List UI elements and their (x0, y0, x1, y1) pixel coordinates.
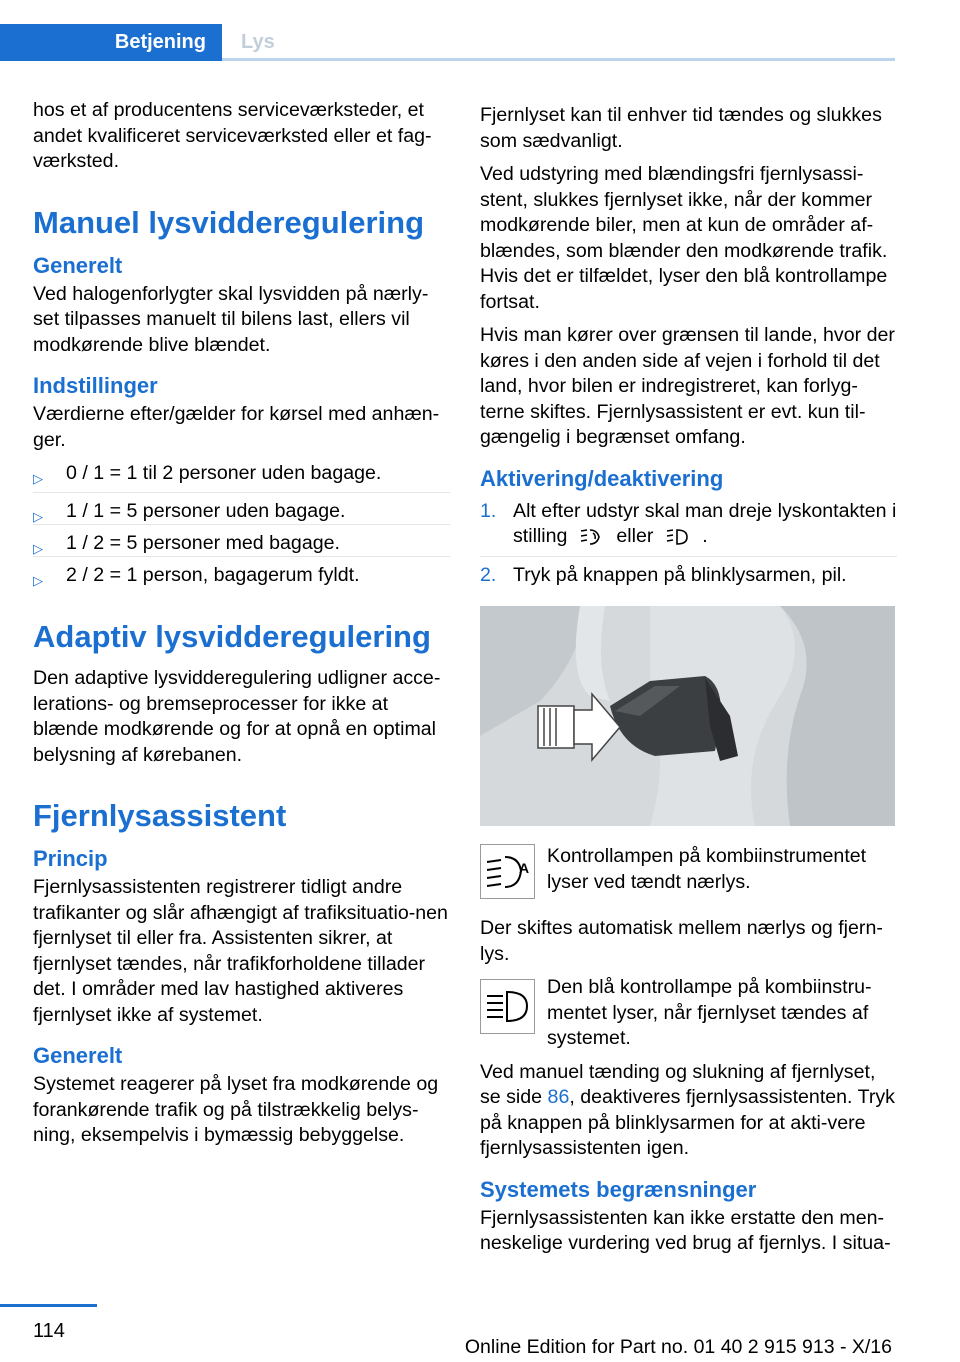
steps-list (480, 499, 897, 595)
low-beam-assist-indicator-icon (480, 844, 535, 899)
generelt-2-paragraph: Systemet reagerer på lyset fra modkørende og forankørende trafik og på tilstrækkelig belys-ning, eksempelvis i bymæssig bebyggelse. (33, 1073, 439, 1146)
tab-lys-label: Lys (241, 31, 275, 53)
edition-note: Online Edition for Part no. 01 40 2 915 913 - X/16 (464, 1336, 892, 1358)
footer-accent-line (0, 1304, 97, 1307)
heading-fjernlysassistent: Fjernlysassistent (33, 798, 287, 833)
generelt-paragraph: Ved halogenforlygter skal lysvidden på nærly-set tilpasses manuelt til bilens last, ellers vil modkørende blive blændet. (33, 282, 429, 356)
page-link-86[interactable]: 86 (547, 1086, 570, 1108)
triangle-bullet-icon: ▷ (33, 541, 43, 556)
right-paragraph-2: Ved udstyring med blændingsfri fjernlysassi-stent, slukkes fjernlyset ikke, når der kommer modkørende biler, men at kun de områder af-blændes, som blænder den modkørende trafik. Hvis det er tilfældet, lyser den blå kontrollampe fortsat. (480, 163, 888, 313)
list-item: ▷ 1 / 2 = 5 personer med bagage. (33, 525, 450, 557)
indstillinger-paragraph: Værdierne efter/gælder for kørsel med anhæn-ger. (33, 403, 440, 451)
right-paragraph-3: Hvis man kører over grænsen til lande, hvor der køres i den anden side af vejen i forhold til det land, hvor bilen er indregistreret, kan forlyg-terne skiftes. Fjernlysassistent er evt. kun til-gængelig i begrænset omfang. (480, 324, 895, 448)
adaptiv-paragraph: Den adaptive lysvidderegulering udligner acce-lerations- og bremseprocesser for ikke at blænde modkørende og for at opnå en optimal belysning af kørebanen. (33, 667, 441, 766)
page-number: 114 (33, 1320, 65, 1342)
right-column (480, 103, 897, 1265)
high-beam-indicator-text: Den blå kontrollampe på kombiinstru-mentet lyser, når fjernlyset tændes af systemet. (547, 976, 872, 1049)
low-beam-indicator-row (480, 844, 897, 908)
high-beam-indicator-row (480, 975, 897, 1052)
right-paragraph-5: Ved manuel tænding og slukning af fjernlyset, se side 86, deaktiveres fjernlysassistenten. Tryk på knappen på blinklysarmen for at akti-vere fjernlysassistenten igen. (480, 1060, 895, 1159)
low-beam-indicator-text: Kontrollampen på kombiinstrumentet lyser ved tændt nærlys. (547, 845, 867, 893)
high-beam-indicator-icon (480, 979, 535, 1034)
intro-paragraph: hos et af producentens serviceværksteder, et andet kvalificeret serviceværksted eller et fag-værksted. (33, 99, 432, 172)
step-number: 2. (480, 563, 497, 586)
low-beam-icon (665, 527, 691, 547)
subheading-systemets-begraensninger: Systemets begrænsninger (480, 1176, 757, 1202)
list-item: ▷ 1 / 1 = 5 personer uden bagage. (33, 493, 450, 525)
heading-adaptiv-lysvidderegulering: Adaptiv lysvidderegulering (33, 619, 431, 654)
stalk-illustration (480, 606, 895, 826)
step-number: 1. (480, 499, 497, 522)
left-column (33, 98, 450, 1157)
subheading-princip: Princip (33, 846, 108, 871)
list-item: ▷ 2 / 2 = 1 person, bagagerum fyldt. (33, 557, 450, 589)
tab-betjening-label: Betjening (114, 31, 206, 53)
parking-light-auto-icon (579, 527, 605, 547)
right-paragraph-6: Fjernlysassistenten kan ikke erstatte den men-neskelige vurdering ved brug af fjernlys. I situa- (480, 1206, 891, 1254)
step-item: 1. Alt efter udstyr skal man dreje lyskontakten i stilling eller . (480, 499, 897, 557)
list-item: ▷ 0 / 1 = 1 til 2 personer uden bagage. (33, 461, 450, 493)
triangle-bullet-icon: ▷ (33, 471, 43, 486)
subheading-generelt: Generelt (33, 252, 123, 278)
tab-lys[interactable] (222, 24, 895, 61)
right-paragraph-4: Der skiftes automatisk mellem nærlys og fjern-lys. (480, 917, 883, 965)
heading-manuel-lysvidderegulering: Manuel lysvidderegulering (33, 204, 425, 240)
triangle-bullet-icon: ▷ (33, 573, 43, 588)
settings-list (33, 461, 450, 589)
right-paragraph-1: Fjernlyset kan til enhver tid tændes og slukkes som sædvanligt. (480, 104, 882, 152)
svg-text:A: A (519, 860, 530, 876)
subheading-generelt-2: Generelt (33, 1043, 123, 1068)
subheading-aktivering: Aktivering/deaktivering (480, 465, 724, 491)
stalk-button-photo (480, 606, 895, 826)
triangle-bullet-icon: ▷ (33, 509, 43, 524)
tab-betjening[interactable] (0, 24, 222, 61)
step-item: 2. Tryk på knappen på blinklysarmen, pil. (480, 563, 897, 595)
header-bar (0, 24, 895, 61)
princip-paragraph: Fjernlysassistenten registrerer tidligt andre trafikanter og slår afhængigt af trafiksituatio-nen fjernlyset til eller fra. Assistenten sikrer, at fjernlyset tændes, når trafikforholdene tillader det. I områder med lav hastighed aktiveres fjernlyset ikke af systemet. (33, 876, 448, 1026)
subheading-indstillinger: Indstillinger (33, 373, 158, 398)
